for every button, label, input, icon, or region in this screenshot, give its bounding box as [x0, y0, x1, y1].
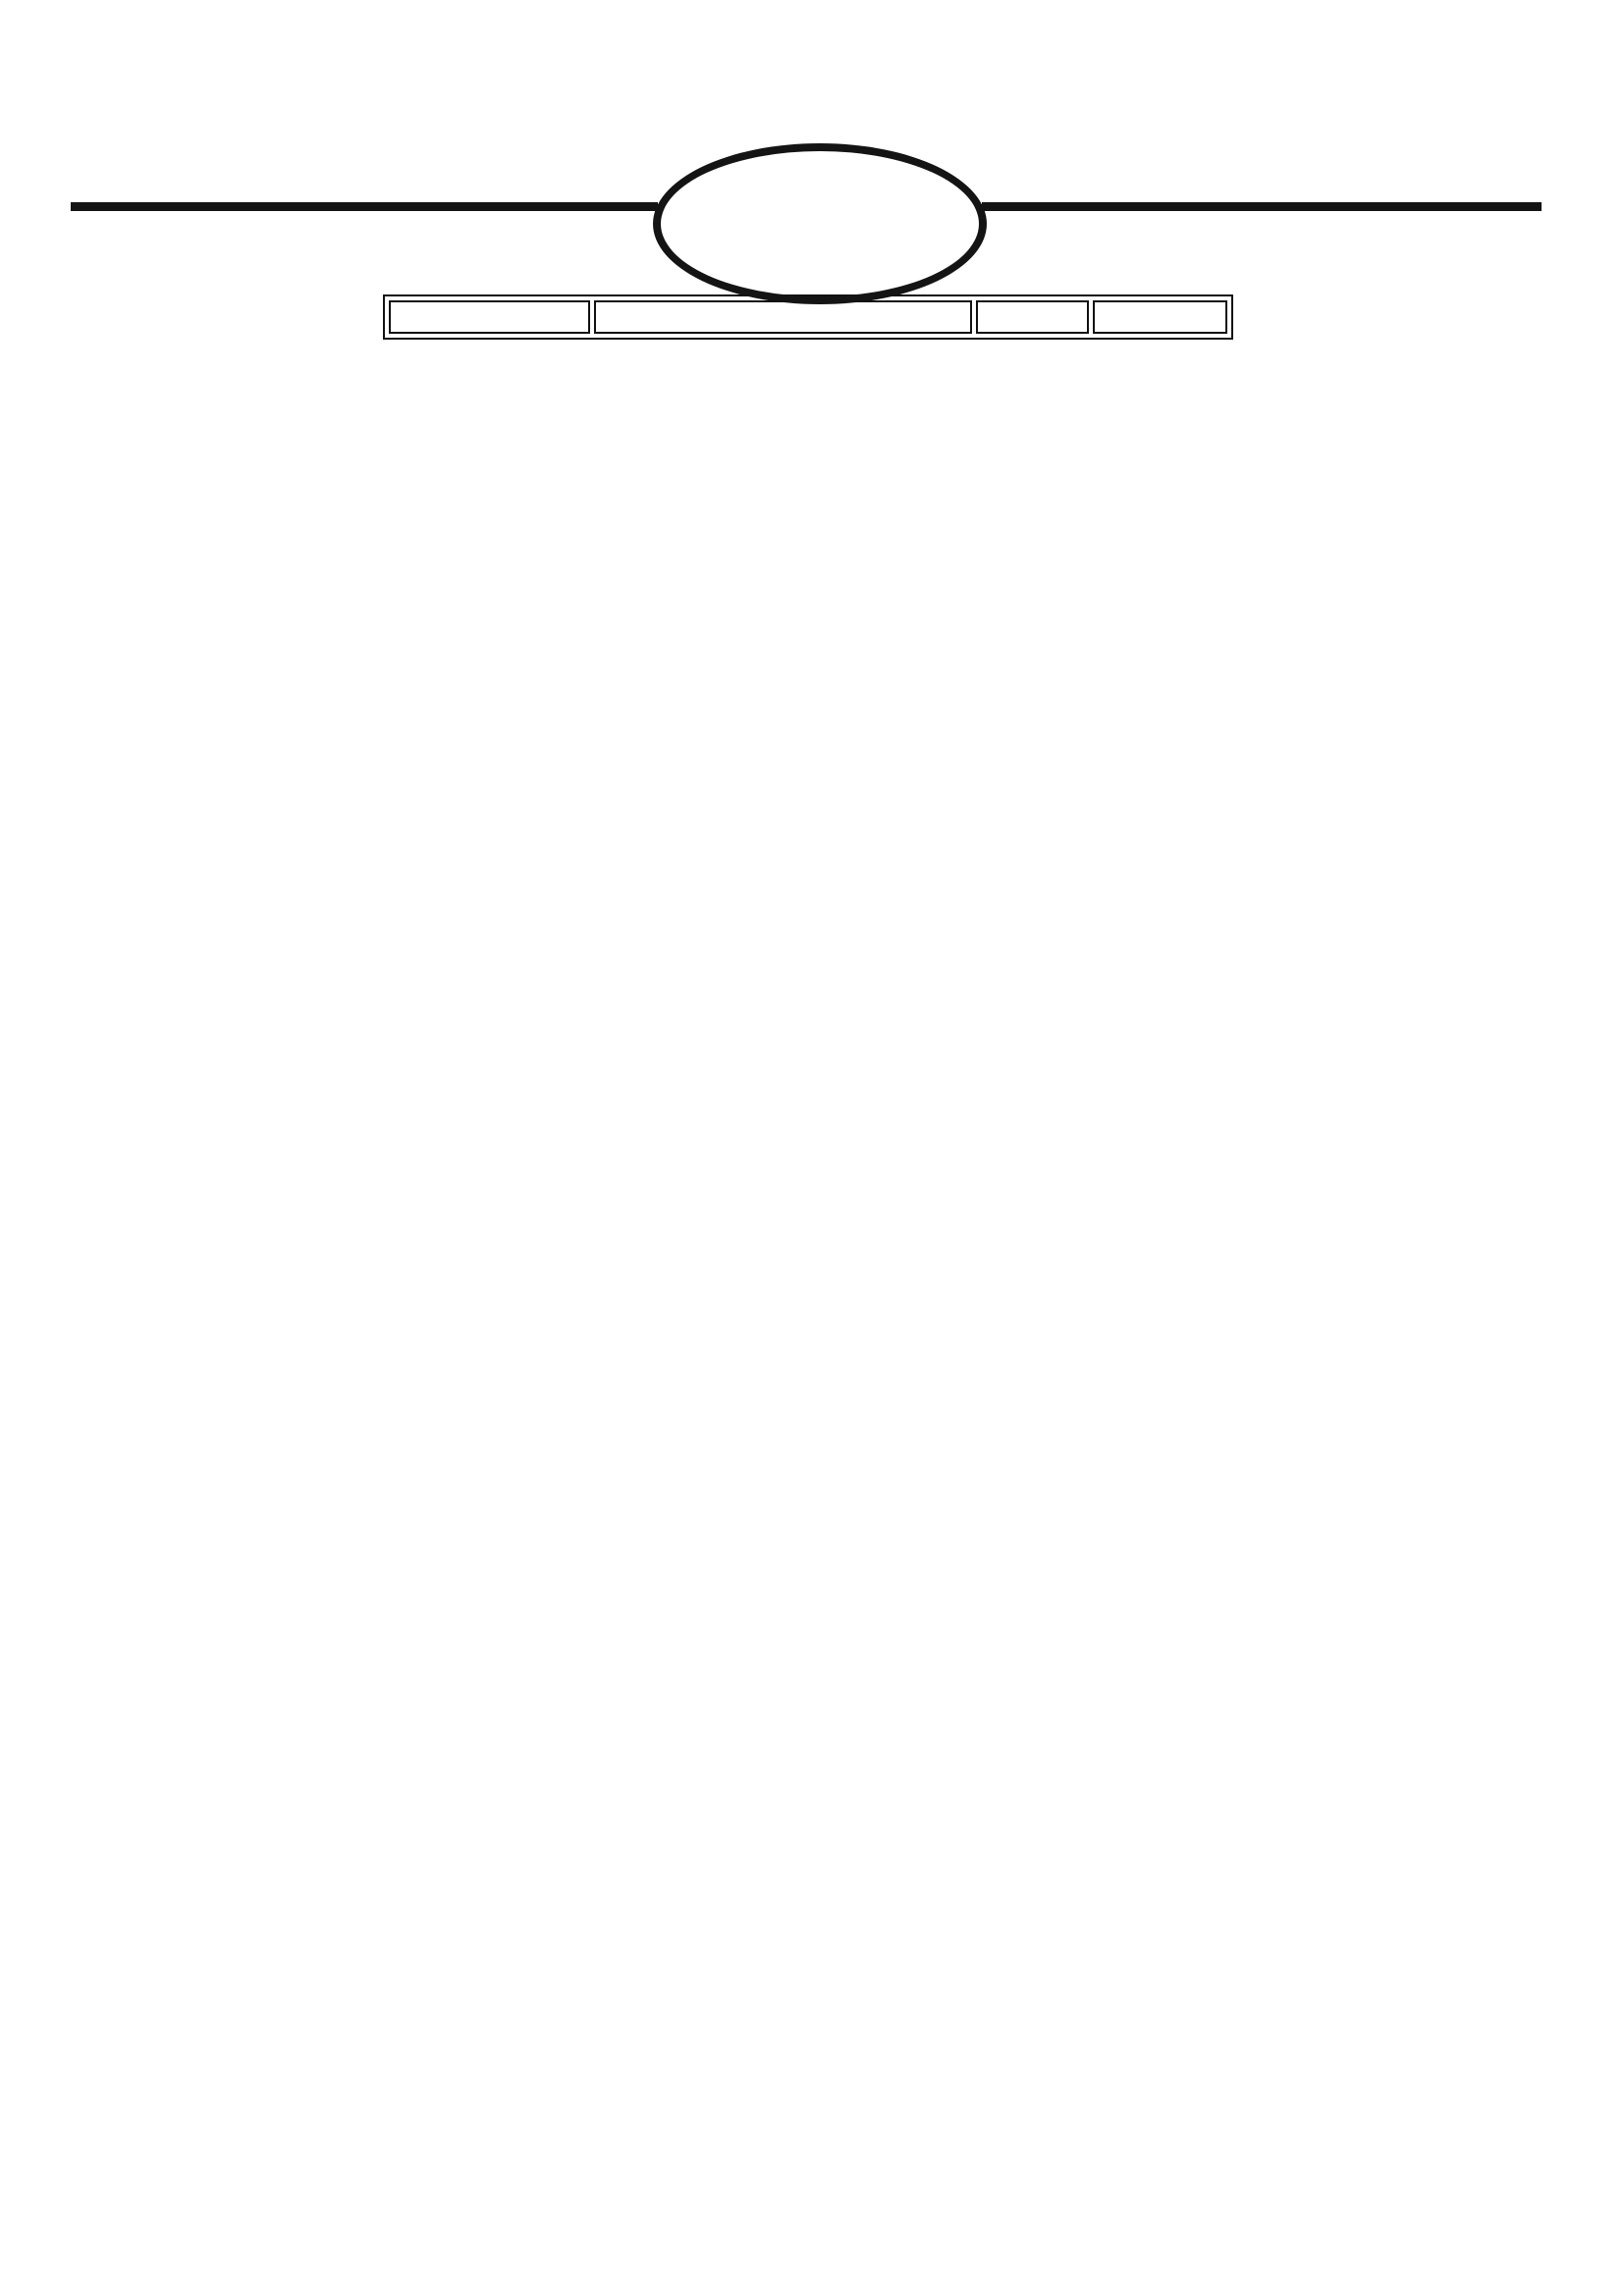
header-rule-right: [982, 202, 1542, 211]
header-rule-left: [71, 202, 658, 211]
header-subscriber: [976, 300, 1089, 334]
table-header-row: [389, 300, 1227, 334]
header-balance: [389, 300, 590, 334]
header-name: [594, 300, 972, 334]
gazette-title-oval: [653, 143, 987, 304]
header-serial: [1093, 300, 1227, 334]
